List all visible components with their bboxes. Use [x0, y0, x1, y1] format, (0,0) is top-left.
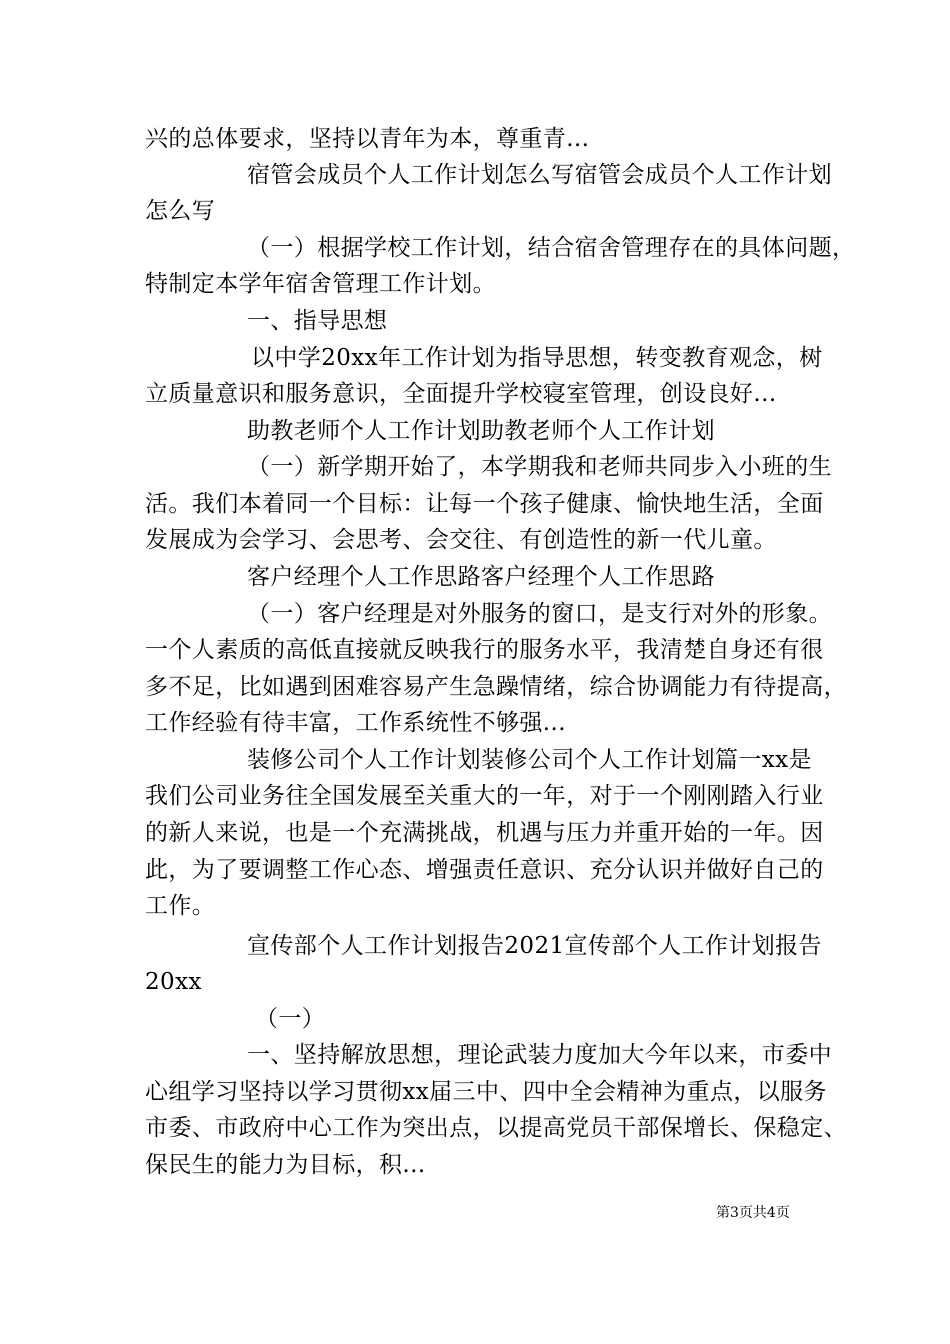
- text-line: 此，为了要调整工作心态、增强责任意识、充分认识并做好自己的: [145, 857, 824, 883]
- text-line: 一个人素质的高低直接就反映我行的服务水平，我清楚自身还有很: [145, 637, 824, 663]
- text-line: 20xx: [145, 969, 202, 995]
- text-line: 以中学20xx年工作计划为指导思想，转变教育观念，树: [251, 345, 823, 371]
- text-line: （一）: [255, 1006, 326, 1032]
- text-line: 我们公司业务往全国发展至关重大的一年，对于一个刚刚踏入行业: [145, 783, 824, 809]
- text-line: 活。我们本着同一个目标：让每一个孩子健康、愉快地生活，全面: [145, 491, 824, 517]
- text-line: 市委、市政府中心工作为突出点，以提高党员干部保增长、保稳定、: [145, 1115, 847, 1141]
- text-line: 怎么写: [145, 198, 216, 224]
- text-line: 一、坚持解放思想，理论武装力度加大今年以来，市委中: [247, 1042, 832, 1068]
- text-line: 的新人来说，也是一个充满挑战，机遇与压力并重开始的一年。因: [145, 820, 824, 846]
- text-line: 立质量意识和服务意识，全面提升学校寝室管理，创设良好...: [145, 381, 777, 407]
- text-line: 工作。: [145, 893, 216, 919]
- text-line: 宿管会成员个人工作计划怎么写宿管会成员个人工作计划: [247, 162, 832, 188]
- text-line: 多不足，比如遇到困难容易产生急躁情绪，综合协调能力有待提高，: [145, 674, 847, 700]
- text-line: 工作经验有待丰富，工作系统性不够强...: [145, 710, 566, 736]
- text-line: 客户经理个人工作思路客户经理个人工作思路: [247, 564, 715, 590]
- text-line: 心组学习坚持以学习贯彻xx届三中、四中全会精神为重点，以服务: [145, 1079, 827, 1105]
- text-line: 发展成为会学习、会思考、会交往、有创造性的新一代儿童。: [145, 527, 777, 553]
- page-number: 第3页共4页: [716, 1205, 790, 1221]
- text-line: 宣传部个人工作计划报告2021宣传部个人工作计划报告: [247, 933, 822, 959]
- text-line: （一）根据学校工作计划，结合宿舍管理存在的具体问题，: [247, 235, 856, 261]
- text-line: 装修公司个人工作计划装修公司个人工作计划篇一xx是: [247, 747, 812, 773]
- section-heading: 一、指导思想: [247, 308, 388, 334]
- text-line: 助教老师个人工作计划助教老师个人工作计划: [247, 418, 715, 444]
- text-line: （一）客户经理是对外服务的窗口，是支行对外的形象。: [247, 601, 832, 627]
- text-line: 保民生的能力为目标，积...: [145, 1152, 426, 1178]
- text-line: 兴的总体要求，坚持以青年为本，尊重青...: [145, 126, 590, 152]
- text-line: 特制定本学年宿舍管理工作计划。: [145, 271, 496, 297]
- text-line: （一）新学期开始了，本学期我和老师共同步入小班的生: [247, 454, 832, 480]
